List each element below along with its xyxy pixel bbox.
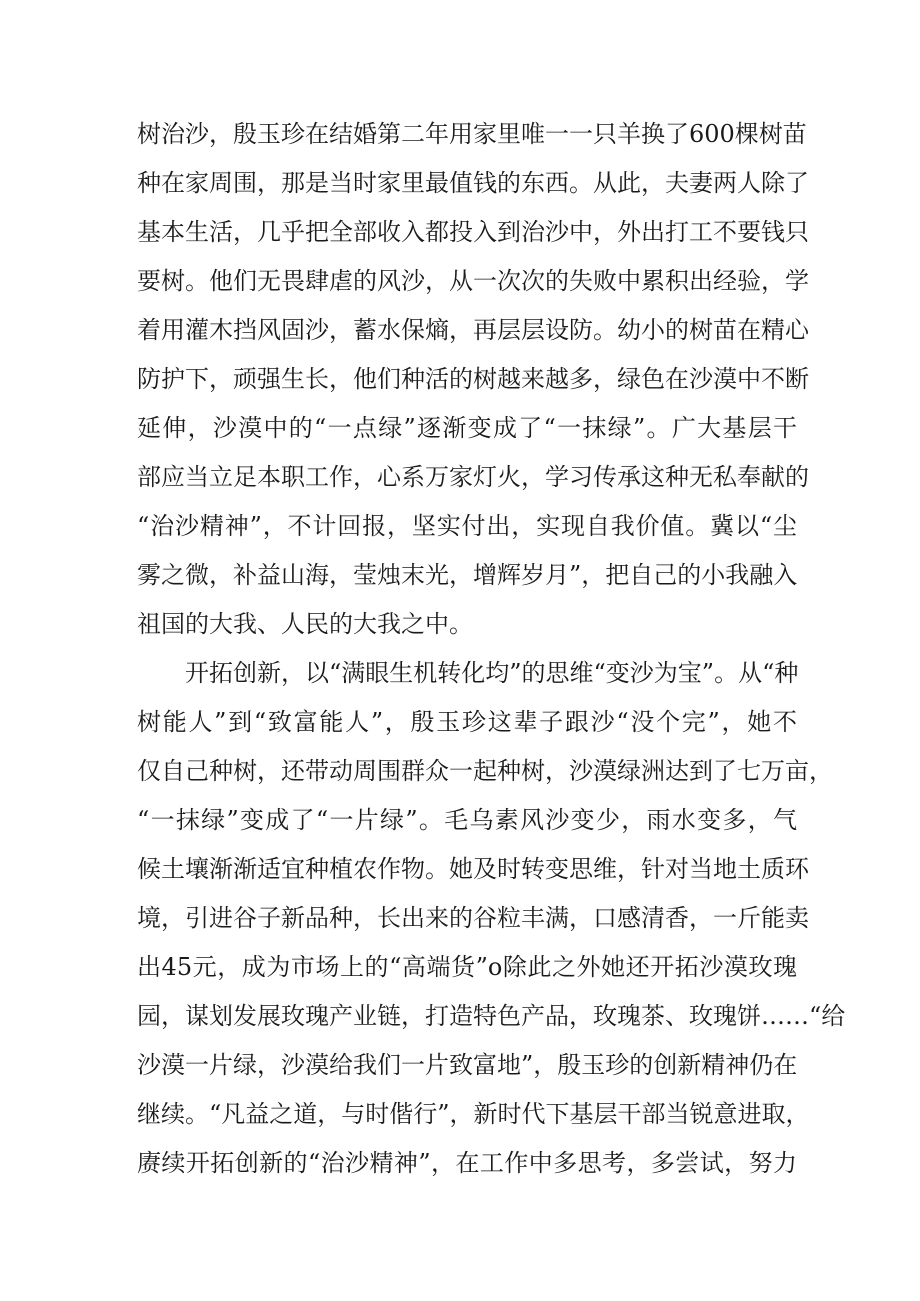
paragraph-line: 基本生活，几乎把全部收入都投入到治沙中，外出打工不要钱只	[137, 218, 809, 246]
paragraph-line: 延伸，沙漠中的“一点绿”逐渐变成了“一抹绿”。广大基层干	[137, 414, 797, 442]
document-body	[137, 110, 846, 1188]
paragraph-line: 开拓创新，以“满眼生机转化均”的思维“变沙为宝”。从“种	[185, 659, 799, 687]
paragraph-line: 部应当立足本职工作，心系万家灯火，学习传承这种无私奉献的	[137, 463, 809, 491]
paragraph-line: 防护下，顽强生长，他们种活的树越来越多，绿色在沙漠中不断	[137, 365, 809, 393]
paragraph-line: 祖国的大我、人民的大我之中。	[137, 610, 473, 638]
paragraph-line: 雾之微，补益山海，莹烛末光，增辉岁月”，把自己的小我融入	[137, 561, 798, 589]
paragraph-line: 候土壤渐渐适宜种植农作物。她及时转变思维，针对当地土质环	[137, 855, 809, 883]
paragraph-line: 着用灌木挡风固沙，蓄水保熵，再层层设防。幼小的树苗在精心	[137, 316, 809, 344]
paragraph-line: 境，引进谷子新品种，长出来的谷粒丰满，口感清香，一斤能卖	[137, 904, 809, 932]
paragraph-line: 仅自己种树，还带动周围群众一起种树，沙漠绿洲达到了七万亩，	[137, 757, 833, 785]
paragraph-1	[137, 110, 809, 649]
paragraph-2	[137, 649, 846, 1188]
paragraph-line: 赓续开拓创新的“治沙精神”，在工作中多思考，多尝试，努力	[137, 1149, 797, 1177]
paragraph-line: 园，谋划发展玫瑰产业链，打造特色产品，玫瑰茶、玫瑰饼……“给	[137, 1002, 846, 1030]
paragraph-line: 树治沙，殷玉珍在结婚第二年用家里唯一一只羊换了600棵树苗	[137, 120, 807, 148]
paragraph-line: “治沙精神”，不计回报，坚实付出，实现自我价值。冀以“尘	[137, 512, 797, 540]
paragraph-line: “一抹绿”变成了“一片绿”。毛乌素风沙变少，雨水变多，气	[137, 806, 797, 834]
paragraph-line: 沙漠一片绿，沙漠给我们一片致富地”，殷玉珍的创新精神仍在	[137, 1051, 798, 1079]
paragraph-line: 出45元，成为市场上的“高端货”o除此之外她还开拓沙漠玫瑰	[137, 953, 797, 981]
paragraph-line: 种在家周围，那是当时家里最值钱的东西。从此，夫妻两人除了	[137, 169, 809, 197]
paragraph-line: 树能人”到“致富能人”，殷玉珍这辈子跟沙“没个完”，她不	[137, 708, 797, 736]
paragraph-line: 要树。他们无畏肆虐的风沙，从一次次的失败中累积出经验，学	[137, 267, 809, 295]
paragraph-line: 继续。“凡益之道，与时偕行”，新时代下基层干部当锐意进取，	[137, 1100, 810, 1128]
